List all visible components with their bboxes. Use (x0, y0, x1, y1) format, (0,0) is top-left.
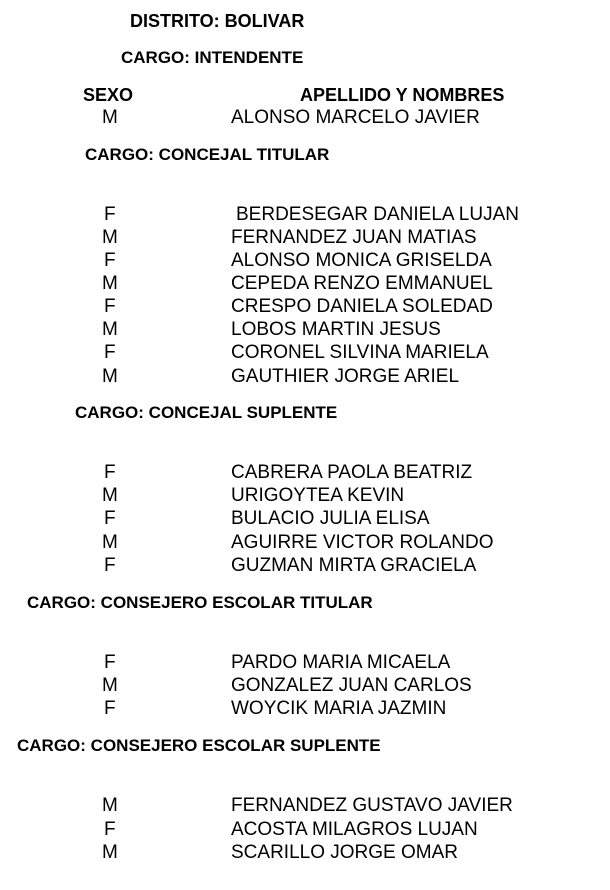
list-item-sexo: M (102, 485, 118, 506)
list-item-nombre: BULACIO JULIA ELISA (231, 508, 430, 529)
cargo-consejero-titular-title: CARGO: CONSEJERO ESCOLAR TITULAR (27, 593, 373, 612)
column-header-nombres: APELLIDO Y NOMBRES (300, 85, 505, 105)
list-item-sexo: M (102, 366, 118, 387)
cargo-consejero-suplente-title: CARGO: CONSEJERO ESCOLAR SUPLENTE (17, 736, 381, 755)
list-item-sexo: F (104, 508, 116, 529)
list-item-sexo: M (102, 842, 118, 863)
list-item-sexo: M (102, 795, 118, 816)
cargo-intendente-title: CARGO: INTENDENTE (121, 48, 304, 67)
list-item-nombre: GAUTHIER JORGE ARIEL (231, 366, 460, 387)
list-item-nombre: ALONSO MONICA GRISELDA (231, 250, 492, 271)
list-item-nombre: GUZMAN MIRTA GRACIELA (231, 555, 477, 576)
list-item-nombre: FERNANDEZ JUAN MATIAS (231, 227, 477, 248)
list-item-nombre: WOYCIK MARIA JAZMIN (231, 698, 447, 719)
list-item-sexo: F (104, 296, 116, 317)
list-item-nombre: AGUIRRE VICTOR ROLANDO (231, 532, 494, 553)
list-item-sexo: F (104, 555, 116, 576)
list-item-sexo: M (102, 532, 118, 553)
list-item-sexo: F (104, 250, 116, 271)
list-item-nombre: URIGOYTEA KEVIN (231, 485, 405, 506)
list-item-nombre: GONZALEZ JUAN CARLOS (231, 675, 472, 696)
cargo-concejal-titular-title: CARGO: CONCEJAL TITULAR (85, 145, 330, 164)
list-item-sexo: F (104, 652, 116, 673)
list-item-sexo: M (102, 319, 118, 340)
list-item-nombre: PARDO MARIA MICAELA (231, 652, 451, 673)
list-item-nombre: LOBOS MARTIN JESUS (231, 319, 441, 340)
list-item-sexo: F (104, 462, 116, 483)
list-item-nombre: CORONEL SILVINA MARIELA (231, 342, 489, 363)
cargo-concejal-suplente-title: CARGO: CONCEJAL SUPLENTE (75, 403, 338, 422)
list-item-sexo: F (104, 342, 116, 363)
distrito-title: DISTRITO: BOLIVAR (130, 11, 305, 31)
list-item-sexo: F (104, 819, 116, 840)
list-item-nombre: ACOSTA MILAGROS LUJAN (231, 819, 478, 840)
list-item-nombre: FERNANDEZ GUSTAVO JAVIER (231, 795, 513, 816)
intendente-sexo: M (102, 107, 118, 128)
list-item-nombre: CRESPO DANIELA SOLEDAD (231, 296, 493, 317)
list-item-sexo: M (102, 273, 118, 294)
intendente-nombre: ALONSO MARCELO JAVIER (231, 107, 480, 128)
list-item-sexo: M (102, 227, 118, 248)
list-item-sexo: M (102, 675, 118, 696)
list-item-nombre: BERDESEGAR DANIELA LUJAN (236, 204, 519, 225)
list-item-nombre: SCARILLO JORGE OMAR (231, 842, 458, 863)
column-header-sexo: SEXO (83, 85, 134, 105)
list-item-nombre: CABRERA PAOLA BEATRIZ (231, 462, 473, 483)
list-item-sexo: F (104, 204, 116, 225)
list-item-nombre: CEPEDA RENZO EMMANUEL (231, 273, 493, 294)
list-item-sexo: F (104, 698, 116, 719)
